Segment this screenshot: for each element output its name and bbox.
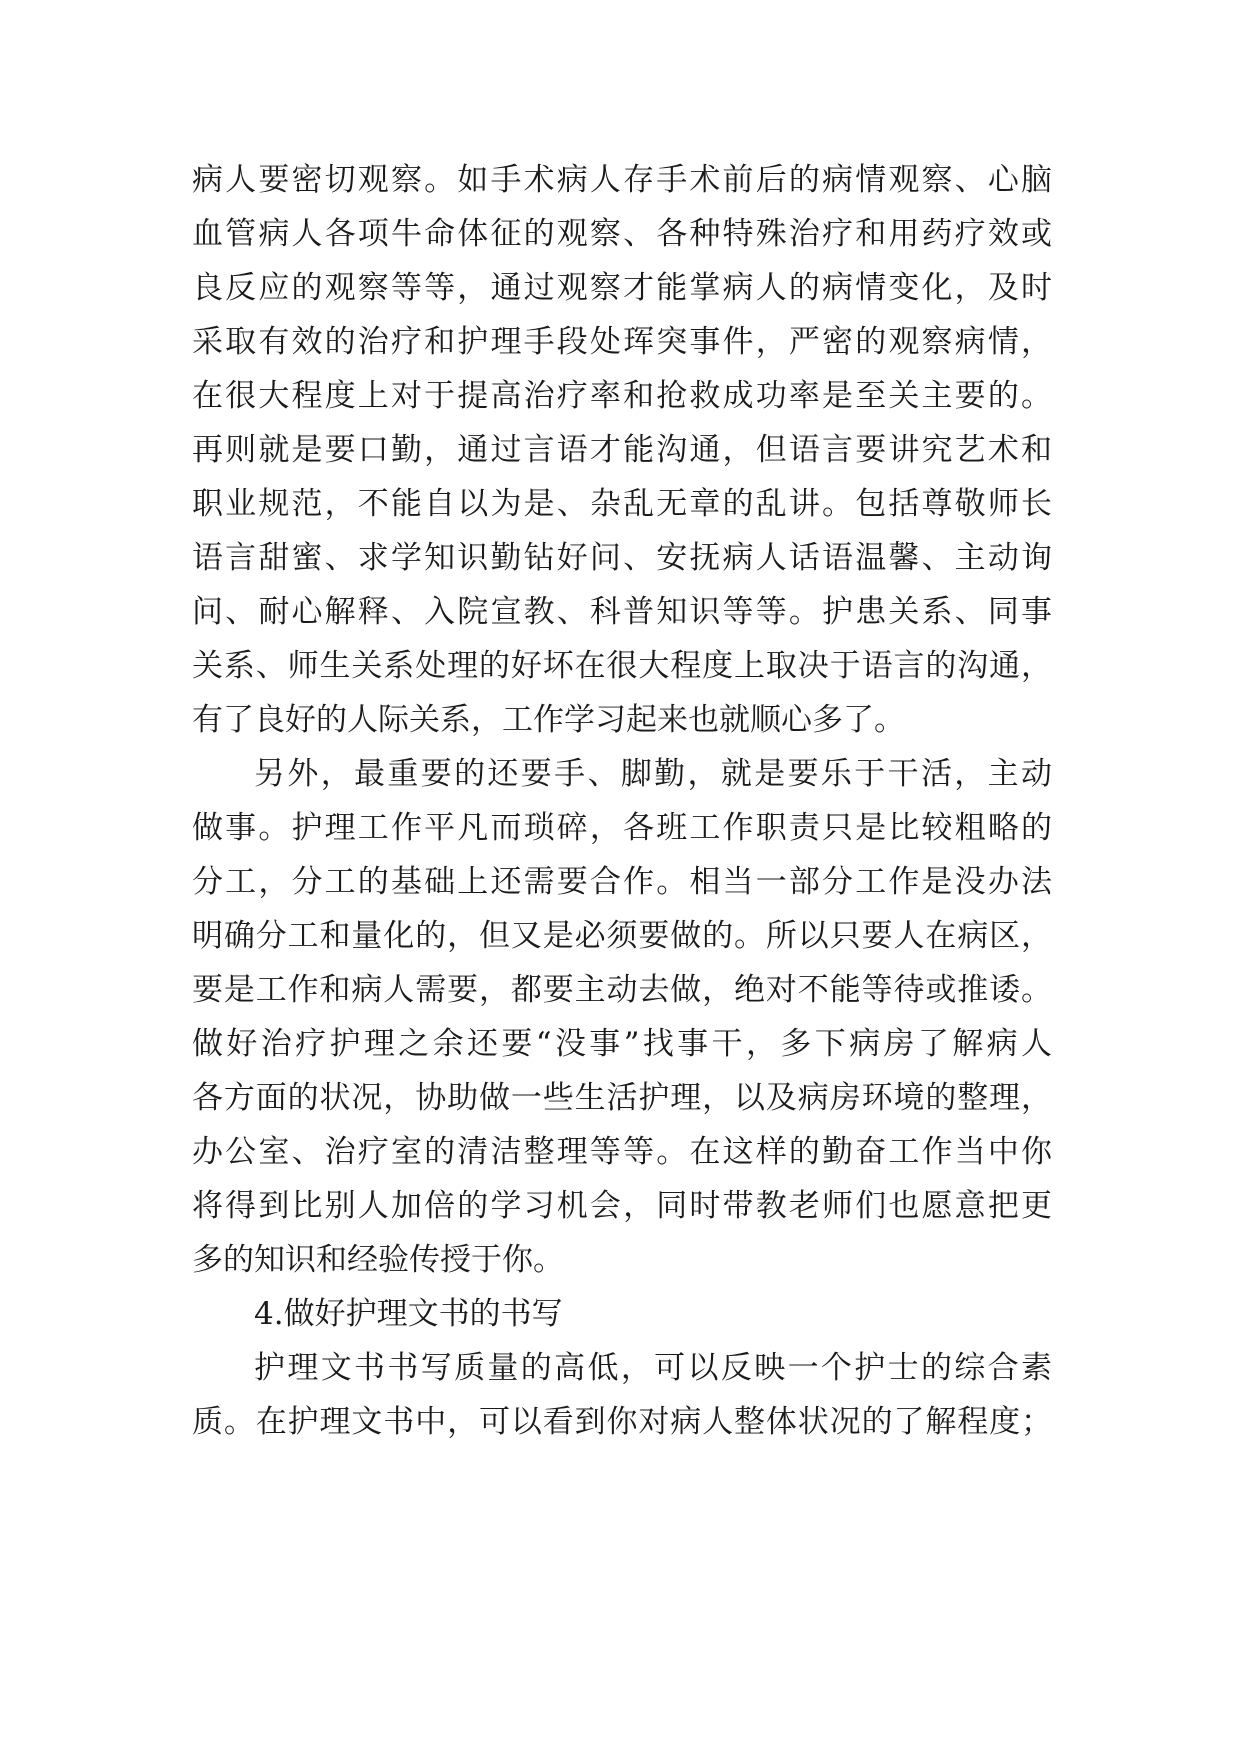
text-line: 分工，分工的基础上还需要合作。相当一部分工作是没办法 — [192, 864, 1052, 900]
text-line: 办公室、治疗室的清洁整理等等。在这样的勤奋工作当中你 — [192, 1134, 1052, 1170]
paragraph-first-line: 护理文书书写质量的高低，可以反映一个护士的综合素 — [254, 1350, 1052, 1386]
text-line: 语言甜蜜、求学知识勤钻好问、安抚病人话语温馨、主动询 — [192, 540, 1052, 576]
text-line: 在很大程度上对于提高治疗率和抢救成功率是至关主要的。 — [192, 378, 1052, 414]
paragraph-first-line: 另外，最重要的还要手、脚勤，就是要乐于干活，主动 — [254, 756, 1052, 792]
text-line: 明确分工和量化的，但又是必须要做的。所以只要人在病区， — [192, 918, 1052, 954]
text-line: 做好治疗护理之余还要“没事”找事干，多下病房了解病人 — [192, 1026, 1052, 1062]
text-line: 有了良好的人际关系，工作学习起来也就顺心多了。 — [192, 702, 905, 738]
text-line: 做事。护理工作平凡而琐碎，各班工作职责只是比较粗略的 — [192, 810, 1052, 846]
text-line: 职业规范，不能自以为是、杂乱无章的乱讲。包括尊敬师长 — [192, 486, 1052, 522]
text-line: 采取有效的治疗和护理手段处珲突事件，严密的观察病情， — [192, 324, 1052, 360]
text-line: 血管病人各项牛命体征的观察、各种特殊治疗和用药疗效或 — [192, 216, 1052, 252]
text-line: 问、耐心解释、入院宣教、科普知识等等。护患关系、同事 — [192, 594, 1052, 630]
text-line: 要是工作和病人需要，都要主动去做，绝对不能等待或推诿。 — [192, 972, 1052, 1008]
text-line: 各方面的状况，协助做一些生活护理，以及病房环境的整理， — [192, 1080, 1052, 1116]
text-line: 再则就是要口勤，通过言语才能沟通，但语言要讲究艺术和 — [192, 432, 1052, 468]
text-line: 关系、师生关系处理的好坏在很大程度上取决于语言的沟通， — [192, 648, 1052, 684]
text-line: 质。在护理文书中，可以看到你对病人整体状况的了解程度； — [192, 1404, 1052, 1440]
text-line: 多的知识和经验传授于你。 — [192, 1242, 564, 1278]
text-line: 良反应的观察等等，通过观察才能掌病人的病情变化，及时 — [192, 270, 1052, 306]
text-line: 将得到比别人加倍的学习机会，同时带教老师们也愿意把更 — [192, 1188, 1052, 1224]
section-heading: 4.做好护理文书的书写 — [254, 1296, 563, 1332]
text-line: 病人要密切观察。如手术病人存手术前后的病情观察、心脑 — [192, 162, 1052, 198]
